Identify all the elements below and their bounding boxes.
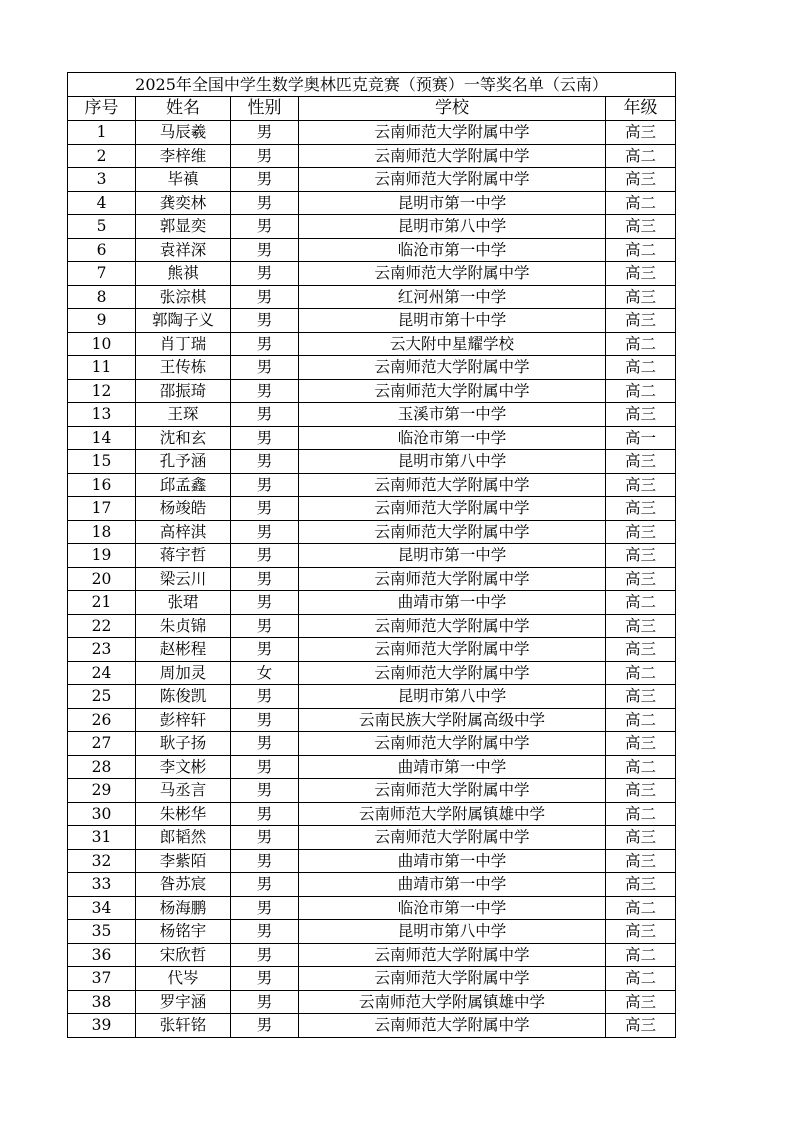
cell-index: 12 — [68, 379, 136, 403]
table-row — [68, 638, 676, 662]
cell-gender: 男 — [231, 121, 299, 145]
cell-school: 云南民族大学附属高级中学 — [299, 708, 606, 732]
cell-grade: 高三 — [606, 732, 676, 756]
table-row — [68, 661, 676, 685]
cell-index: 18 — [68, 520, 136, 544]
cell-index: 37 — [68, 967, 136, 991]
cell-school: 云南师范大学附属中学 — [299, 168, 606, 192]
cell-gender: 男 — [231, 238, 299, 262]
cell-grade: 高二 — [606, 708, 676, 732]
cell-gender: 男 — [231, 520, 299, 544]
cell-grade: 高三 — [606, 614, 676, 638]
table-row — [68, 332, 676, 356]
cell-grade: 高三 — [606, 262, 676, 286]
cell-grade: 高三 — [606, 990, 676, 1014]
cell-gender: 男 — [231, 426, 299, 450]
cell-gender: 男 — [231, 262, 299, 286]
cell-index: 16 — [68, 473, 136, 497]
cell-name: 肖丁瑞 — [136, 332, 231, 356]
cell-grade: 高三 — [606, 873, 676, 897]
cell-index: 6 — [68, 238, 136, 262]
header-gender: 性别 — [231, 97, 299, 121]
cell-name: 罗宇涵 — [136, 990, 231, 1014]
cell-name: 周加灵 — [136, 661, 231, 685]
cell-gender: 男 — [231, 497, 299, 521]
cell-school: 云南师范大学附属中学 — [299, 943, 606, 967]
table-row — [68, 943, 676, 967]
cell-gender: 男 — [231, 967, 299, 991]
cell-school: 云南师范大学附属镇雄中学 — [299, 990, 606, 1014]
cell-school: 云南师范大学附属中学 — [299, 121, 606, 145]
cell-name: 马辰羲 — [136, 121, 231, 145]
header-school: 学校 — [299, 97, 606, 121]
cell-school: 云南师范大学附属中学 — [299, 967, 606, 991]
cell-school: 云南师范大学附属中学 — [299, 826, 606, 850]
cell-school: 云南师范大学附属中学 — [299, 779, 606, 803]
cell-name: 代岑 — [136, 967, 231, 991]
cell-grade: 高三 — [606, 567, 676, 591]
header-grade: 年级 — [606, 97, 676, 121]
cell-school: 云南师范大学附属中学 — [299, 1014, 606, 1038]
cell-gender: 男 — [231, 732, 299, 756]
cell-index: 30 — [68, 802, 136, 826]
cell-school: 临沧市第一中学 — [299, 238, 606, 262]
cell-grade: 高三 — [606, 685, 676, 709]
cell-index: 10 — [68, 332, 136, 356]
cell-grade: 高二 — [606, 238, 676, 262]
cell-school: 曲靖市第一中学 — [299, 849, 606, 873]
cell-name: 张轩铭 — [136, 1014, 231, 1038]
table-row — [68, 238, 676, 262]
table-row — [68, 426, 676, 450]
cell-name: 龚奕林 — [136, 191, 231, 215]
cell-gender: 男 — [231, 473, 299, 497]
cell-grade: 高三 — [606, 520, 676, 544]
table-row — [68, 779, 676, 803]
table-row — [68, 520, 676, 544]
cell-school: 临沧市第一中学 — [299, 896, 606, 920]
cell-school: 云南师范大学附属中学 — [299, 567, 606, 591]
table-row — [68, 685, 676, 709]
cell-grade: 高三 — [606, 497, 676, 521]
cell-school: 曲靖市第一中学 — [299, 591, 606, 615]
cell-gender: 男 — [231, 356, 299, 380]
cell-school: 云南师范大学附属中学 — [299, 520, 606, 544]
cell-school: 昆明市第一中学 — [299, 544, 606, 568]
cell-school: 云南师范大学附属中学 — [299, 614, 606, 638]
cell-index: 28 — [68, 755, 136, 779]
cell-school: 红河州第一中学 — [299, 285, 606, 309]
cell-index: 32 — [68, 849, 136, 873]
cell-school: 玉溪市第一中学 — [299, 403, 606, 427]
cell-grade: 高二 — [606, 755, 676, 779]
cell-index: 9 — [68, 309, 136, 333]
cell-gender: 男 — [231, 943, 299, 967]
cell-name: 杨铭宇 — [136, 920, 231, 944]
cell-index: 11 — [68, 356, 136, 380]
cell-gender: 男 — [231, 379, 299, 403]
cell-name: 梁云川 — [136, 567, 231, 591]
cell-grade: 高二 — [606, 661, 676, 685]
cell-name: 邵振琦 — [136, 379, 231, 403]
cell-index: 21 — [68, 591, 136, 615]
cell-gender: 男 — [231, 896, 299, 920]
cell-name: 郭显奕 — [136, 215, 231, 239]
table-row — [68, 708, 676, 732]
cell-school: 云南师范大学附属镇雄中学 — [299, 802, 606, 826]
cell-gender: 男 — [231, 802, 299, 826]
cell-gender: 男 — [231, 285, 299, 309]
cell-index: 24 — [68, 661, 136, 685]
cell-index: 7 — [68, 262, 136, 286]
table-row — [68, 262, 676, 286]
cell-index: 14 — [68, 426, 136, 450]
cell-school: 昆明市第八中学 — [299, 920, 606, 944]
cell-index: 2 — [68, 144, 136, 168]
cell-grade: 高二 — [606, 802, 676, 826]
table-row — [68, 732, 676, 756]
cell-grade: 高二 — [606, 896, 676, 920]
cell-grade: 高二 — [606, 943, 676, 967]
cell-gender: 男 — [231, 685, 299, 709]
table-row — [68, 215, 676, 239]
cell-gender: 男 — [231, 215, 299, 239]
cell-name: 李文彬 — [136, 755, 231, 779]
cell-gender: 男 — [231, 332, 299, 356]
cell-grade: 高三 — [606, 473, 676, 497]
cell-index: 8 — [68, 285, 136, 309]
table-row — [68, 873, 676, 897]
cell-grade: 高二 — [606, 591, 676, 615]
cell-gender: 男 — [231, 191, 299, 215]
table-row — [68, 990, 676, 1014]
cell-name: 耿子扬 — [136, 732, 231, 756]
cell-grade: 高三 — [606, 849, 676, 873]
cell-name: 郭陶子义 — [136, 309, 231, 333]
cell-index: 13 — [68, 403, 136, 427]
cell-grade: 高三 — [606, 285, 676, 309]
cell-grade: 高三 — [606, 121, 676, 145]
cell-index: 34 — [68, 896, 136, 920]
table-row — [68, 309, 676, 333]
table-row — [68, 379, 676, 403]
table-row — [68, 1014, 676, 1038]
cell-name: 蒋宇哲 — [136, 544, 231, 568]
table-row — [68, 967, 676, 991]
cell-grade: 高三 — [606, 779, 676, 803]
cell-name: 袁祥深 — [136, 238, 231, 262]
table-title: 2025年全国中学生数学奥林匹克竞赛（预赛）一等奖名单（云南） — [68, 73, 676, 97]
cell-gender: 男 — [231, 544, 299, 568]
cell-school: 曲靖市第一中学 — [299, 755, 606, 779]
cell-gender: 男 — [231, 873, 299, 897]
cell-index: 1 — [68, 121, 136, 145]
table-row — [68, 591, 676, 615]
cell-school: 昆明市第八中学 — [299, 685, 606, 709]
cell-name: 马丞言 — [136, 779, 231, 803]
cell-index: 22 — [68, 614, 136, 638]
cell-name: 彭梓轩 — [136, 708, 231, 732]
cell-school: 云大附中星耀学校 — [299, 332, 606, 356]
cell-grade: 高二 — [606, 144, 676, 168]
cell-name: 王琛 — [136, 403, 231, 427]
cell-grade: 高二 — [606, 967, 676, 991]
table-row — [68, 614, 676, 638]
cell-index: 23 — [68, 638, 136, 662]
cell-gender: 男 — [231, 779, 299, 803]
table-row — [68, 144, 676, 168]
cell-gender: 男 — [231, 614, 299, 638]
cell-name: 李紫陌 — [136, 849, 231, 873]
cell-gender: 男 — [231, 638, 299, 662]
cell-name: 陈俊凯 — [136, 685, 231, 709]
cell-gender: 男 — [231, 755, 299, 779]
cell-index: 26 — [68, 708, 136, 732]
cell-index: 38 — [68, 990, 136, 1014]
cell-school: 昆明市第十中学 — [299, 309, 606, 333]
cell-grade: 高三 — [606, 403, 676, 427]
cell-index: 39 — [68, 1014, 136, 1038]
cell-index: 31 — [68, 826, 136, 850]
table-row — [68, 544, 676, 568]
table-row — [68, 168, 676, 192]
table-row — [68, 802, 676, 826]
cell-school: 云南师范大学附属中学 — [299, 473, 606, 497]
cell-grade: 高二 — [606, 191, 676, 215]
cell-school: 云南师范大学附属中学 — [299, 356, 606, 380]
cell-gender: 男 — [231, 826, 299, 850]
cell-name: 赵彬程 — [136, 638, 231, 662]
cell-school: 云南师范大学附属中学 — [299, 732, 606, 756]
cell-gender: 男 — [231, 450, 299, 474]
cell-grade: 高三 — [606, 215, 676, 239]
cell-gender: 男 — [231, 990, 299, 1014]
cell-school: 云南师范大学附属中学 — [299, 262, 606, 286]
cell-index: 4 — [68, 191, 136, 215]
header-name: 姓名 — [136, 97, 231, 121]
cell-name: 沈和玄 — [136, 426, 231, 450]
cell-grade: 高三 — [606, 1014, 676, 1038]
cell-school: 临沧市第一中学 — [299, 426, 606, 450]
cell-name: 杨海鹏 — [136, 896, 231, 920]
table-row — [68, 473, 676, 497]
cell-gender: 男 — [231, 144, 299, 168]
award-table — [67, 72, 676, 1038]
cell-index: 33 — [68, 873, 136, 897]
table-row — [68, 755, 676, 779]
table-row — [68, 826, 676, 850]
title-row — [68, 73, 676, 97]
table-body — [68, 121, 676, 1038]
cell-school: 昆明市第一中学 — [299, 191, 606, 215]
cell-school: 昆明市第八中学 — [299, 450, 606, 474]
award-list-sheet — [67, 72, 675, 1038]
cell-index: 3 — [68, 168, 136, 192]
cell-name: 毕禛 — [136, 168, 231, 192]
cell-gender: 男 — [231, 849, 299, 873]
table-row — [68, 497, 676, 521]
cell-name: 孔予涵 — [136, 450, 231, 474]
cell-name: 宋欣哲 — [136, 943, 231, 967]
cell-index: 17 — [68, 497, 136, 521]
cell-grade: 高三 — [606, 920, 676, 944]
cell-name: 杨竣皓 — [136, 497, 231, 521]
table-row — [68, 191, 676, 215]
cell-index: 35 — [68, 920, 136, 944]
cell-index: 29 — [68, 779, 136, 803]
cell-school: 昆明市第八中学 — [299, 215, 606, 239]
cell-grade: 高三 — [606, 450, 676, 474]
cell-name: 高梓淇 — [136, 520, 231, 544]
cell-gender: 男 — [231, 309, 299, 333]
cell-name: 邱孟鑫 — [136, 473, 231, 497]
cell-gender: 男 — [231, 591, 299, 615]
cell-name: 王传栋 — [136, 356, 231, 380]
cell-school: 云南师范大学附属中学 — [299, 638, 606, 662]
cell-grade: 高三 — [606, 544, 676, 568]
cell-grade: 高一 — [606, 426, 676, 450]
cell-index: 27 — [68, 732, 136, 756]
table-row — [68, 849, 676, 873]
cell-grade: 高三 — [606, 309, 676, 333]
header-row — [68, 97, 676, 121]
cell-grade: 高二 — [606, 356, 676, 380]
cell-grade: 高三 — [606, 168, 676, 192]
cell-gender: 男 — [231, 1014, 299, 1038]
cell-index: 5 — [68, 215, 136, 239]
cell-index: 36 — [68, 943, 136, 967]
cell-name: 张淙棋 — [136, 285, 231, 309]
cell-name: 朱贞锦 — [136, 614, 231, 638]
cell-name: 昝苏宸 — [136, 873, 231, 897]
table-row — [68, 285, 676, 309]
cell-grade: 高三 — [606, 638, 676, 662]
cell-grade: 高三 — [606, 826, 676, 850]
cell-name: 李梓维 — [136, 144, 231, 168]
cell-school: 云南师范大学附属中学 — [299, 661, 606, 685]
cell-school: 云南师范大学附属中学 — [299, 497, 606, 521]
cell-name: 朱彬华 — [136, 802, 231, 826]
cell-gender: 男 — [231, 403, 299, 427]
table-row — [68, 920, 676, 944]
table-row — [68, 896, 676, 920]
table-row — [68, 356, 676, 380]
cell-index: 19 — [68, 544, 136, 568]
cell-school: 云南师范大学附属中学 — [299, 379, 606, 403]
table-row — [68, 450, 676, 474]
cell-grade: 高二 — [606, 379, 676, 403]
cell-name: 熊祺 — [136, 262, 231, 286]
cell-gender: 男 — [231, 567, 299, 591]
cell-index: 20 — [68, 567, 136, 591]
cell-gender: 男 — [231, 168, 299, 192]
cell-school: 云南师范大学附属中学 — [299, 144, 606, 168]
header-index: 序号 — [68, 97, 136, 121]
cell-name: 张珺 — [136, 591, 231, 615]
table-row — [68, 567, 676, 591]
cell-gender: 女 — [231, 661, 299, 685]
cell-gender: 男 — [231, 920, 299, 944]
cell-school: 曲靖市第一中学 — [299, 873, 606, 897]
cell-name: 郎韬然 — [136, 826, 231, 850]
cell-gender: 男 — [231, 708, 299, 732]
table-row — [68, 403, 676, 427]
cell-grade: 高二 — [606, 332, 676, 356]
cell-index: 25 — [68, 685, 136, 709]
cell-index: 15 — [68, 450, 136, 474]
table-row — [68, 121, 676, 145]
